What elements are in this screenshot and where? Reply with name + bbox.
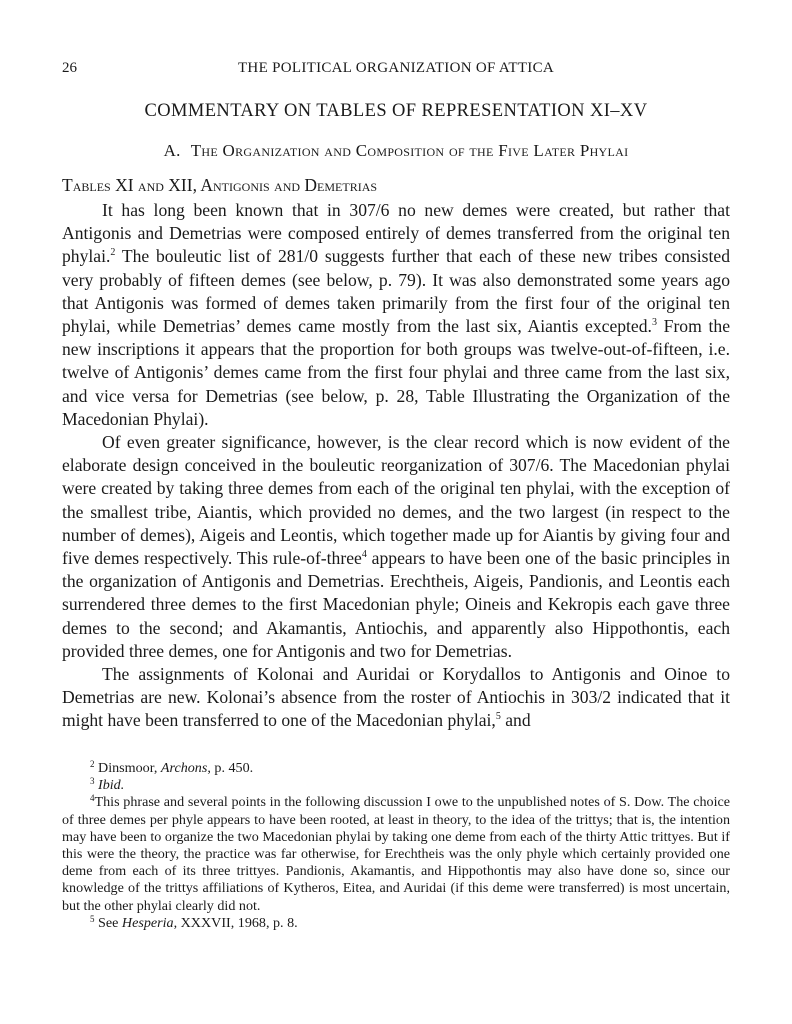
section-heading [62, 141, 730, 161]
footnote-3 [62, 777, 730, 794]
footnote-3-italic: Ibid. [98, 777, 125, 794]
tables-heading: Tables XI and XII, Antigonis and Demetrias [62, 175, 378, 195]
footnote-4-text: This phrase and several points in the following discussion I owe to the unpublished notes of S. Dow. The choice of three demes per phyle appears to have been rooted, at least in theory, to the idea of the trittys; that is, the intention may have been to organize the two Macedonian phylai by taking one deme from each of the thirty Attic trittyes. But if this were the theory, the practice was far otherwise, for Erechtheis was the only phyle which certainly provided one deme from each of its three trittyes. Pandionis, Akamantis, and Hippothontis may also have done so, since our knowledge of the trittys affiliations of Kytheros, Eitea, and Auridai (if this deme were transferred) is most uncertain, but the other phylai clearly did not. [62, 794, 730, 914]
paragraph-1-text-b: The bouleutic list of 281/0 suggests further that each of these new tribes consisted very probably of fifteen demes (see below, p. 79). It was also demonstrated some years ago that Antigonis was formed of demes taken primarily from the first four of the original ten phylai, while Demetrias’ demes came mostly from the last six, Aiantis excepted. [62, 246, 730, 337]
paragraph-1 [62, 199, 730, 431]
section-title: The Organization and Composition of the Five Later Phylai [190, 141, 629, 160]
running-title: THE POLITICAL ORGANIZATION OF ATTICA [237, 60, 555, 76]
footnote-ref-2[interactable]: 2 [110, 247, 116, 259]
footnote-ref-5[interactable]: 5 [495, 711, 501, 723]
footnote-2 [62, 760, 730, 777]
footnote-2-pre: Dinsmoor, [94, 760, 161, 776]
paragraph-2-text-b: appears to have been one of the basic principles in the organization of Antigonis and Demetrias. Erechtheis, Aigeis, Pandionis, and Leontis each surrendered three demes to the first Macedonian phyle; Oineis and Kekropis each gave three demes to the second; and Akamantis, Antiochis, and apparently also Hippothontis, each provided three demes, one for Antigonis and two for Demetrias. [62, 548, 730, 661]
paragraph-1-text-c: From the new inscriptions it appears that the proportion for both groups was twelve-out-of-fifteen, i.e. twelve of Antigonis’ demes came from the first four phylai and three came from the last six, and vice versa for Demetrias (see below, p. 28, Table Illustrating the Organization of the Macedonian Phylai). [62, 316, 730, 429]
footnote-ref-3[interactable]: 3 [651, 317, 657, 329]
running-head [62, 60, 730, 80]
footnote-5-italic: Hesperia [121, 914, 174, 931]
footnote-ref-4[interactable]: 4 [361, 549, 367, 561]
footnote-2-number: 2 [90, 759, 95, 769]
section-letter: A. [163, 141, 181, 160]
footnote-2-post: , p. 450. [207, 760, 254, 776]
paragraph-3 [62, 663, 730, 733]
footnote-5-pre: See [94, 914, 122, 931]
footnote-2-italic: Archons [160, 760, 208, 776]
page-number: 26 [62, 60, 77, 76]
footnote-4 [62, 794, 730, 914]
paragraph-2 [62, 431, 730, 663]
footnote-3-number: 3 [90, 776, 95, 787]
paragraph-3-text-a: The assignments of Kolonai and Auridai or Korydallos to Antigonis and Oinoe to Demetrias are new. Kolonai’s absence from the roster of Antiochis in 303/2 indicated that it might have been transferred to one of the Macedonian phylai, [62, 664, 730, 731]
paragraph-3-text-b: and [500, 710, 531, 731]
footnote-5 [62, 915, 730, 932]
body-text [62, 199, 730, 733]
paragraph-2-text-a: Of even greater significance, however, is the clear record which is now evident of the elaborate design conceived in the bouleutic reorganization of 307/6. The Macedonian phylai were created by taking three demes from each of the original ten phylai, with the exception of the smallest tribe, Aiantis, which provided no demes, and the two largest (in respect to the number of demes), Aigeis and Leontis, which together made up for Aiantis by giving four and five demes respectively. This rule-of-three [62, 432, 730, 569]
footnote-4-number: 4 [90, 793, 95, 804]
paragraph-1-text-a: It has long been known that in 307/6 no new demes were created, but rather that Antigonis and Demetrias were composed entirely of demes transferred from the original ten phylai. [62, 200, 730, 267]
footnote-5-number: 5 [90, 913, 95, 924]
commentary-title: COMMENTARY ON TABLES OF REPRESENTATION XI–XV [144, 101, 648, 121]
footnote-5-post: , XXXVII, 1968, p. 8. [173, 914, 298, 931]
footnotes [62, 760, 730, 932]
